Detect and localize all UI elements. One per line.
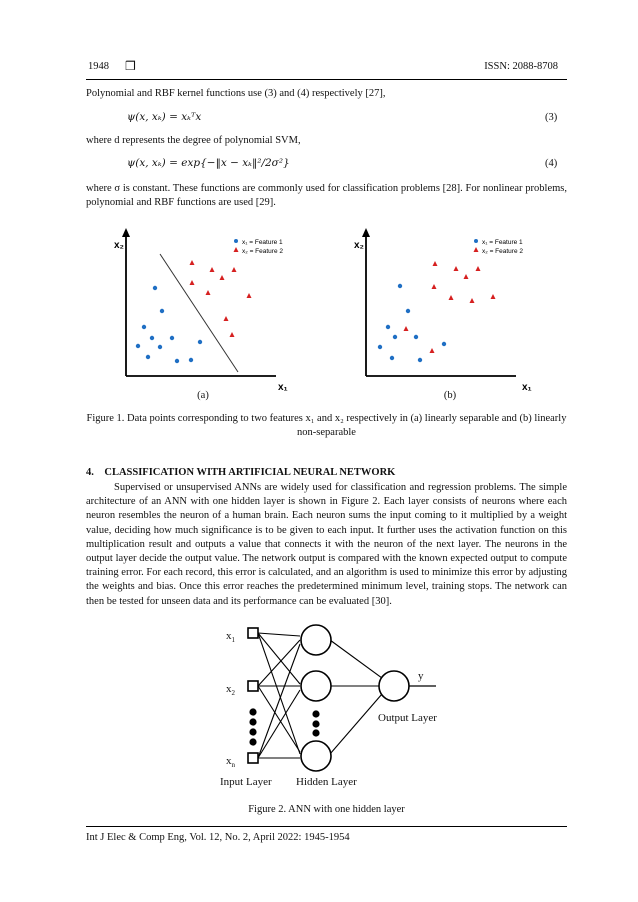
- issn: ISSN: 2088-8708: [484, 61, 558, 72]
- hidden-layer-label: Hidden Layer: [296, 776, 357, 788]
- axis-x-label: x₁: [522, 382, 532, 393]
- axis-y-label: x₂: [114, 240, 125, 251]
- separating-line: [160, 254, 238, 372]
- point: [430, 348, 435, 353]
- output-neuron: [379, 671, 409, 701]
- header-rule: [86, 79, 567, 80]
- feature1-points: [136, 286, 202, 363]
- hidden-neuron-1: [301, 625, 331, 655]
- equation-3-number: (3): [545, 112, 558, 123]
- header-box-icon: ❒: [125, 59, 136, 73]
- section4-paragraph: Supervised or unsupervised ANNs are widely used for classification and regression problems. The simple architecture of an ANN with one hidden layer is shown in Figure 2. Each layer consists of neurons where each neuron resembles the neuron of a human brain. Each neuron sums the input coming to it multiplied by a weight value, deciding how much significance is to be given to each input. It further uses the activation function on this multiplication result and outputs a value that connects it with the neuron of the next layer. The neurons in the output layer decide the output value. The network output is compared with the known expected output to compute training error. For each record, this error is calculated, and an algorithm is used to minimize this error by adjusting the weights and bias. Once this error reaches the predetermined minimum level, training stops. The network can then be tested for unseen data and its performance can be evaluated [30].: [86, 482, 567, 607]
- point: [170, 336, 174, 340]
- point: [175, 359, 179, 363]
- input-ellipsis-dots: [249, 708, 256, 745]
- point: [470, 298, 475, 303]
- point: [136, 344, 140, 348]
- input-node-x2: [248, 681, 258, 691]
- hidden-ellipsis-dots: [312, 710, 319, 736]
- point: [189, 358, 193, 362]
- y-axis-arrow: [362, 228, 370, 237]
- legend-feature1: x₁ = Feature 1: [482, 239, 523, 246]
- point: [190, 280, 195, 285]
- figure1-caption: Figure 1. Data points corresponding to two features x₁ and x₂ respectively in (a) linearly separable and (b) linearly non-separable: [86, 413, 567, 439]
- axis-y-label: x₂: [354, 240, 365, 251]
- axis-x-label: x₁: [278, 382, 288, 393]
- point: [150, 336, 154, 340]
- figure1-panel-b: [348, 224, 548, 394]
- point: [393, 335, 397, 339]
- point: [378, 345, 382, 349]
- point: [414, 335, 418, 339]
- feature2-points: [404, 261, 496, 353]
- input-hidden-connections: [258, 633, 300, 758]
- point: [491, 294, 496, 299]
- point: [198, 340, 202, 344]
- point: [206, 290, 211, 295]
- output-label-y: y: [418, 670, 424, 682]
- point: [454, 266, 459, 271]
- hidden-neuron-3: [301, 741, 331, 771]
- point: [449, 295, 454, 300]
- point: [153, 286, 157, 290]
- legend-feature2: x₂ = Feature 2: [242, 248, 284, 255]
- footer-rule: [86, 826, 567, 827]
- feature1-points: [378, 284, 446, 362]
- point: [160, 309, 164, 313]
- point: [247, 293, 252, 298]
- legend-circle-marker: [234, 239, 238, 243]
- page-number: 1948: [88, 61, 109, 72]
- point: [146, 355, 150, 359]
- legend-circle-marker: [474, 239, 478, 243]
- point: [224, 316, 229, 321]
- feature2-points: [190, 260, 252, 337]
- input-layer-label: Input Layer: [220, 776, 272, 788]
- point: [464, 274, 469, 279]
- point: [190, 260, 195, 265]
- hidden-output-connections: [330, 640, 382, 754]
- figure2-ann-diagram: [210, 616, 460, 796]
- where-d-line: where d represents the degree of polynomial SVM,: [86, 135, 301, 146]
- sigma-paragraph: where σ is constant. These functions are commonly used for classification problems [28]. For nonlinear problems, polynomial and RBF functions are used [29].: [86, 183, 567, 209]
- legend-feature2: x₂ = Feature 2: [482, 248, 524, 255]
- point: [442, 342, 446, 346]
- figure1-panel-a: [108, 224, 308, 394]
- footer-citation: Int J Elec & Comp Eng, Vol. 12, No. 2, April 2022: 1945-1954: [86, 832, 350, 843]
- input-label-xn: $x_n$: [226, 755, 235, 770]
- input-node-x1: [248, 628, 258, 638]
- equation-4: ψ(x, xₖ) = exp{−‖x − xₖ‖²/2σ²}: [127, 157, 290, 169]
- hidden-neuron-2: [301, 671, 331, 701]
- output-layer-label: Output Layer: [378, 712, 437, 724]
- point: [390, 356, 394, 360]
- y-axis-arrow: [122, 228, 130, 237]
- point: [476, 266, 481, 271]
- point: [433, 261, 438, 266]
- point: [230, 332, 235, 337]
- point: [398, 284, 402, 288]
- legend-feature1: x₁ = Feature 1: [242, 239, 283, 246]
- figure2-caption: Figure 2. ANN with one hidden layer: [248, 804, 405, 815]
- point: [232, 267, 237, 272]
- panel-b-label: (b): [443, 390, 457, 401]
- input-node-xn: [248, 753, 258, 763]
- point: [406, 309, 410, 313]
- point: [418, 358, 422, 362]
- point: [210, 267, 215, 272]
- panel-a-label: (a): [197, 390, 209, 401]
- equation-4-number: (4): [545, 158, 558, 169]
- equation-3: ψ(x, xₖ) = xₖᵀx: [127, 111, 202, 123]
- intro-line: Polynomial and RBF kernel functions use (3) and (4) respectively [27],: [86, 88, 386, 99]
- section4-heading: 4. CLASSIFICATION WITH ARTIFICIAL NEURAL NETWORK: [86, 467, 396, 478]
- point: [142, 325, 146, 329]
- point: [404, 326, 409, 331]
- point: [386, 325, 390, 329]
- point: [432, 284, 437, 289]
- input-label-x1: $x_1$: [226, 630, 235, 645]
- point: [220, 275, 225, 280]
- input-label-x2: $x_2$: [226, 683, 235, 698]
- point: [158, 345, 162, 349]
